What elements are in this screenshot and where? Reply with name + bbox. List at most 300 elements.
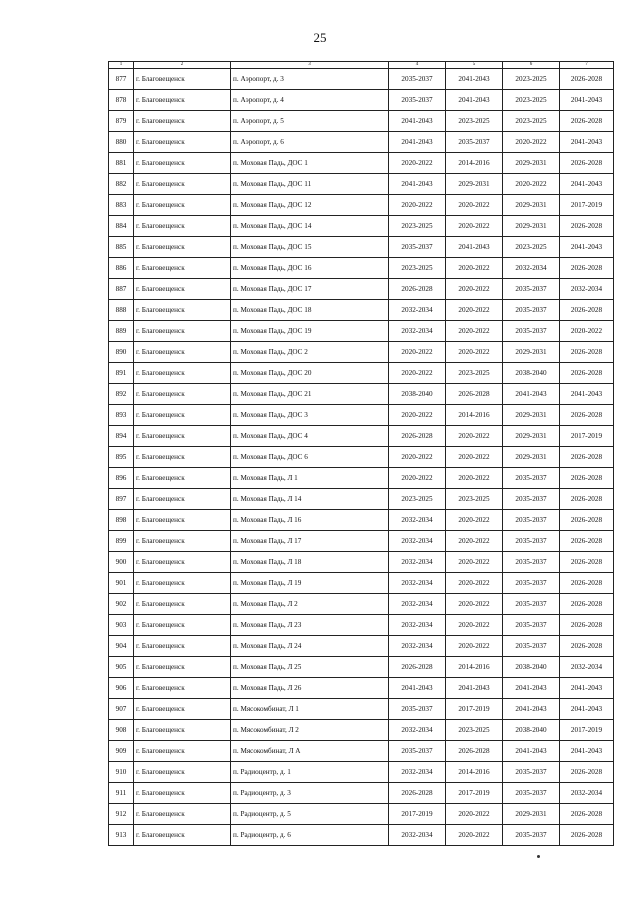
period-cell-6: 2035-2037: [503, 531, 560, 552]
period-cell-6: 2035-2037: [503, 825, 560, 846]
period-cell-6: 2035-2037: [503, 636, 560, 657]
period-cell-7: 2026-2028: [560, 69, 614, 90]
period-cell-5: 2014-2016: [446, 405, 503, 426]
table-row: [109, 615, 614, 636]
period-cell-4: 2026-2028: [389, 279, 446, 300]
period-cell-5: 2041-2043: [446, 90, 503, 111]
period-cell-6: 2035-2037: [503, 279, 560, 300]
city-cell: г. Благовещенск: [134, 258, 231, 279]
row-number-cell: 902: [109, 594, 134, 615]
period-cell-6: 2038-2040: [503, 363, 560, 384]
period-cell-7: 2026-2028: [560, 342, 614, 363]
period-cell-6: 2023-2025: [503, 90, 560, 111]
table-row: [109, 153, 614, 174]
city-cell: г. Благовещенск: [134, 762, 231, 783]
period-cell-4: 2032-2034: [389, 321, 446, 342]
period-cell-7: 2026-2028: [560, 111, 614, 132]
row-number-cell: 893: [109, 405, 134, 426]
period-cell-4: 2020-2022: [389, 153, 446, 174]
period-cell-6: 2035-2037: [503, 489, 560, 510]
address-cell: п. Моховая Падь, ДОС 4: [231, 426, 389, 447]
period-cell-4: 2026-2028: [389, 783, 446, 804]
period-cell-7: 2032-2034: [560, 657, 614, 678]
period-cell-7: 2026-2028: [560, 489, 614, 510]
table-row: [109, 216, 614, 237]
table-row: [109, 636, 614, 657]
address-cell: п. Моховая Падь, ДОС 3: [231, 405, 389, 426]
address-cell: п. Моховая Падь, Л 1: [231, 468, 389, 489]
city-cell: г. Благовещенск: [134, 489, 231, 510]
period-cell-7: 2020-2022: [560, 321, 614, 342]
period-cell-4: 2032-2034: [389, 762, 446, 783]
registry-table: [108, 61, 614, 846]
column-header-6: 6: [503, 62, 560, 69]
city-cell: г. Благовещенск: [134, 216, 231, 237]
period-cell-7: 2041-2043: [560, 132, 614, 153]
city-cell: г. Благовещенск: [134, 69, 231, 90]
period-cell-7: 2026-2028: [560, 804, 614, 825]
column-header-1: 1: [109, 62, 134, 69]
city-cell: г. Благовещенск: [134, 363, 231, 384]
period-cell-7: 2026-2028: [560, 573, 614, 594]
address-cell: п. Моховая Падь, Л 18: [231, 552, 389, 573]
period-cell-5: 2020-2022: [446, 321, 503, 342]
table-row: [109, 657, 614, 678]
period-cell-5: 2020-2022: [446, 573, 503, 594]
period-cell-4: 2026-2028: [389, 657, 446, 678]
address-cell: п. Моховая Падь, Л 16: [231, 510, 389, 531]
page-number: 25: [313, 30, 327, 45]
row-number-cell: 885: [109, 237, 134, 258]
address-cell: п. Моховая Падь, ДОС 14: [231, 216, 389, 237]
table-row: [109, 447, 614, 468]
row-number-cell: 905: [109, 657, 134, 678]
city-cell: г. Благовещенск: [134, 405, 231, 426]
row-number-cell: 897: [109, 489, 134, 510]
row-number-cell: 900: [109, 552, 134, 573]
period-cell-5: 2020-2022: [446, 594, 503, 615]
row-number-cell: 890: [109, 342, 134, 363]
period-cell-4: 2041-2043: [389, 678, 446, 699]
city-cell: г. Благовещенск: [134, 594, 231, 615]
period-cell-6: 2020-2022: [503, 174, 560, 195]
table-row: [109, 678, 614, 699]
city-cell: г. Благовещенск: [134, 741, 231, 762]
table-row: [109, 552, 614, 573]
period-cell-4: 2032-2034: [389, 720, 446, 741]
table-row: [109, 594, 614, 615]
period-cell-5: 2020-2022: [446, 804, 503, 825]
period-cell-6: 2029-2031: [503, 342, 560, 363]
column-header-4: 4: [389, 62, 446, 69]
period-cell-6: 2029-2031: [503, 153, 560, 174]
period-cell-5: 2017-2019: [446, 783, 503, 804]
city-cell: г. Благовещенск: [134, 552, 231, 573]
period-cell-4: 2032-2034: [389, 573, 446, 594]
city-cell: г. Благовещенск: [134, 804, 231, 825]
address-cell: п. Моховая Падь, ДОС 12: [231, 195, 389, 216]
row-number-cell: 891: [109, 363, 134, 384]
period-cell-7: 2026-2028: [560, 153, 614, 174]
row-number-cell: 878: [109, 90, 134, 111]
address-cell: п. Моховая Падь, ДОС 21: [231, 384, 389, 405]
period-cell-4: 2032-2034: [389, 300, 446, 321]
city-cell: г. Благовещенск: [134, 342, 231, 363]
address-cell: п. Радиоцентр, д. 1: [231, 762, 389, 783]
city-cell: г. Благовещенск: [134, 237, 231, 258]
period-cell-5: 2020-2022: [446, 531, 503, 552]
period-cell-6: 2029-2031: [503, 447, 560, 468]
period-cell-7: 2026-2028: [560, 510, 614, 531]
period-cell-7: 2026-2028: [560, 615, 614, 636]
row-number-cell: 880: [109, 132, 134, 153]
period-cell-6: 2038-2040: [503, 720, 560, 741]
city-cell: г. Благовещенск: [134, 573, 231, 594]
city-cell: г. Благовещенск: [134, 153, 231, 174]
period-cell-6: 2035-2037: [503, 762, 560, 783]
period-cell-5: 2029-2031: [446, 174, 503, 195]
address-cell: п. Моховая Падь, Л 17: [231, 531, 389, 552]
table-row: [109, 90, 614, 111]
table-row: [109, 510, 614, 531]
period-cell-6: 2032-2034: [503, 258, 560, 279]
address-cell: п. Моховая Падь, Л 24: [231, 636, 389, 657]
period-cell-6: 2035-2037: [503, 300, 560, 321]
address-cell: п. Моховая Падь, Л 25: [231, 657, 389, 678]
period-cell-6: 2029-2031: [503, 195, 560, 216]
period-cell-7: 2026-2028: [560, 258, 614, 279]
city-cell: г. Благовещенск: [134, 510, 231, 531]
address-cell: п. Радиоцентр, д. 3: [231, 783, 389, 804]
period-cell-4: 2020-2022: [389, 342, 446, 363]
city-cell: г. Благовещенск: [134, 300, 231, 321]
row-number-cell: 882: [109, 174, 134, 195]
row-number-cell: 899: [109, 531, 134, 552]
period-cell-4: 2026-2028: [389, 426, 446, 447]
period-cell-4: 2020-2022: [389, 195, 446, 216]
period-cell-7: 2041-2043: [560, 174, 614, 195]
table-header: [109, 62, 614, 69]
city-cell: г. Благовещенск: [134, 531, 231, 552]
header-row: [109, 62, 614, 69]
address-cell: п. Моховая Падь, ДОС 15: [231, 237, 389, 258]
table-row: [109, 825, 614, 846]
row-number-cell: 892: [109, 384, 134, 405]
period-cell-6: 2035-2037: [503, 552, 560, 573]
period-cell-6: 2035-2037: [503, 783, 560, 804]
row-number-cell: 910: [109, 762, 134, 783]
row-number-cell: 896: [109, 468, 134, 489]
row-number-cell: 909: [109, 741, 134, 762]
period-cell-7: 2026-2028: [560, 363, 614, 384]
address-cell: п. Аэропорт, д. 5: [231, 111, 389, 132]
table-row: [109, 489, 614, 510]
period-cell-5: 2041-2043: [446, 237, 503, 258]
city-cell: г. Благовещенск: [134, 615, 231, 636]
period-cell-6: 2029-2031: [503, 216, 560, 237]
period-cell-7: 2041-2043: [560, 741, 614, 762]
period-cell-7: 2041-2043: [560, 237, 614, 258]
period-cell-4: 2035-2037: [389, 741, 446, 762]
period-cell-7: 2026-2028: [560, 531, 614, 552]
city-cell: г. Благовещенск: [134, 657, 231, 678]
period-cell-5: 2041-2043: [446, 69, 503, 90]
period-cell-7: 2026-2028: [560, 447, 614, 468]
table-row: [109, 468, 614, 489]
period-cell-5: 2020-2022: [446, 342, 503, 363]
address-cell: п. Моховая Падь, ДОС 17: [231, 279, 389, 300]
address-cell: п. Моховая Падь, ДОС 11: [231, 174, 389, 195]
table-row: [109, 384, 614, 405]
table-row: [109, 363, 614, 384]
period-cell-4: 2020-2022: [389, 447, 446, 468]
period-cell-7: 2041-2043: [560, 384, 614, 405]
period-cell-4: 2032-2034: [389, 552, 446, 573]
period-cell-7: 2017-2019: [560, 426, 614, 447]
city-cell: г. Благовещенск: [134, 174, 231, 195]
table-row: [109, 174, 614, 195]
address-cell: п. Моховая Падь, Л 23: [231, 615, 389, 636]
period-cell-6: 2041-2043: [503, 741, 560, 762]
address-cell: п. Моховая Падь, ДОС 20: [231, 363, 389, 384]
table-row: [109, 531, 614, 552]
city-cell: г. Благовещенск: [134, 678, 231, 699]
period-cell-6: 2023-2025: [503, 69, 560, 90]
period-cell-4: 2020-2022: [389, 468, 446, 489]
period-cell-4: 2032-2034: [389, 615, 446, 636]
table-row: [109, 111, 614, 132]
period-cell-4: 2041-2043: [389, 111, 446, 132]
address-cell: п. Аэропорт, д. 6: [231, 132, 389, 153]
table-row: [109, 321, 614, 342]
period-cell-5: 2020-2022: [446, 426, 503, 447]
period-cell-6: 2041-2043: [503, 699, 560, 720]
table-row: [109, 300, 614, 321]
period-cell-4: 2020-2022: [389, 405, 446, 426]
period-cell-6: 2041-2043: [503, 384, 560, 405]
period-cell-5: 2020-2022: [446, 279, 503, 300]
city-cell: г. Благовещенск: [134, 447, 231, 468]
address-cell: п. Моховая Падь, ДОС 18: [231, 300, 389, 321]
period-cell-4: 2020-2022: [389, 363, 446, 384]
period-cell-5: 2023-2025: [446, 489, 503, 510]
period-cell-7: 2026-2028: [560, 762, 614, 783]
city-cell: г. Благовещенск: [134, 195, 231, 216]
period-cell-5: 2041-2043: [446, 678, 503, 699]
table-row: [109, 720, 614, 741]
period-cell-4: 2041-2043: [389, 132, 446, 153]
period-cell-6: 2035-2037: [503, 573, 560, 594]
row-number-cell: 895: [109, 447, 134, 468]
period-cell-4: 2035-2037: [389, 237, 446, 258]
period-cell-5: 2020-2022: [446, 468, 503, 489]
row-number-cell: 913: [109, 825, 134, 846]
period-cell-4: 2017-2019: [389, 804, 446, 825]
row-number-cell: 884: [109, 216, 134, 237]
city-cell: г. Благовещенск: [134, 321, 231, 342]
city-cell: г. Благовещенск: [134, 783, 231, 804]
city-cell: г. Благовещенск: [134, 636, 231, 657]
table-row: [109, 342, 614, 363]
period-cell-5: 2023-2025: [446, 111, 503, 132]
period-cell-6: 2035-2037: [503, 321, 560, 342]
column-header-2: 2: [134, 62, 231, 69]
table-row: [109, 279, 614, 300]
period-cell-5: 2020-2022: [446, 636, 503, 657]
row-number-cell: 904: [109, 636, 134, 657]
row-number-cell: 907: [109, 699, 134, 720]
period-cell-7: 2026-2028: [560, 405, 614, 426]
period-cell-4: 2032-2034: [389, 825, 446, 846]
address-cell: п. Аэропорт, д. 4: [231, 90, 389, 111]
period-cell-6: 2035-2037: [503, 615, 560, 636]
period-cell-5: 2020-2022: [446, 300, 503, 321]
address-cell: п. Моховая Падь, ДОС 6: [231, 447, 389, 468]
address-cell: п. Радиоцентр, д. 5: [231, 804, 389, 825]
table-row: [109, 405, 614, 426]
period-cell-4: 2032-2034: [389, 636, 446, 657]
period-cell-6: 2029-2031: [503, 426, 560, 447]
period-cell-4: 2023-2025: [389, 216, 446, 237]
row-number-cell: 912: [109, 804, 134, 825]
period-cell-5: 2020-2022: [446, 510, 503, 531]
period-cell-5: 2020-2022: [446, 615, 503, 636]
period-cell-5: 2023-2025: [446, 363, 503, 384]
period-cell-7: 2026-2028: [560, 594, 614, 615]
row-number-cell: 906: [109, 678, 134, 699]
period-cell-7: 2026-2028: [560, 300, 614, 321]
period-cell-5: 2026-2028: [446, 741, 503, 762]
address-cell: п. Радиоцентр, д. 6: [231, 825, 389, 846]
row-number-cell: 879: [109, 111, 134, 132]
period-cell-5: 2020-2022: [446, 258, 503, 279]
row-number-cell: 894: [109, 426, 134, 447]
row-number-cell: 886: [109, 258, 134, 279]
period-cell-5: 2020-2022: [446, 195, 503, 216]
table-row: [109, 573, 614, 594]
period-cell-4: 2038-2040: [389, 384, 446, 405]
address-cell: п. Моховая Падь, Л 19: [231, 573, 389, 594]
period-cell-6: 2023-2025: [503, 111, 560, 132]
period-cell-7: 2041-2043: [560, 90, 614, 111]
period-cell-4: 2023-2025: [389, 489, 446, 510]
city-cell: г. Благовещенск: [134, 132, 231, 153]
period-cell-6: 2029-2031: [503, 405, 560, 426]
table-row: [109, 132, 614, 153]
period-cell-6: 2038-2040: [503, 657, 560, 678]
period-cell-5: 2026-2028: [446, 384, 503, 405]
table-row: [109, 804, 614, 825]
table-row: [109, 195, 614, 216]
period-cell-4: 2035-2037: [389, 69, 446, 90]
column-header-5: 5: [446, 62, 503, 69]
address-cell: п. Моховая Падь, ДОС 16: [231, 258, 389, 279]
address-cell: п. Мясокомбинат, Л А: [231, 741, 389, 762]
period-cell-6: 2020-2022: [503, 132, 560, 153]
period-cell-5: 2017-2019: [446, 699, 503, 720]
table-row: [109, 69, 614, 90]
period-cell-5: 2023-2025: [446, 720, 503, 741]
period-cell-7: 2026-2028: [560, 468, 614, 489]
city-cell: г. Благовещенск: [134, 279, 231, 300]
row-number-cell: 888: [109, 300, 134, 321]
period-cell-4: 2035-2037: [389, 699, 446, 720]
table-row: [109, 762, 614, 783]
table-row: [109, 783, 614, 804]
address-cell: п. Моховая Падь, ДОС 1: [231, 153, 389, 174]
city-cell: г. Благовещенск: [134, 384, 231, 405]
row-number-cell: 887: [109, 279, 134, 300]
period-cell-5: 2020-2022: [446, 447, 503, 468]
period-cell-7: 2017-2019: [560, 720, 614, 741]
period-cell-7: 2026-2028: [560, 216, 614, 237]
table-row: [109, 237, 614, 258]
period-cell-7: 2032-2034: [560, 279, 614, 300]
address-cell: п. Моховая Падь, Л 26: [231, 678, 389, 699]
address-cell: п. Моховая Падь, ДОС 19: [231, 321, 389, 342]
stray-mark: [537, 855, 540, 858]
period-cell-4: 2032-2034: [389, 510, 446, 531]
address-cell: п. Мясокомбинат, Л 2: [231, 720, 389, 741]
period-cell-4: 2035-2037: [389, 90, 446, 111]
table-body: [109, 69, 614, 846]
row-number-cell: 898: [109, 510, 134, 531]
period-cell-6: 2023-2025: [503, 237, 560, 258]
city-cell: г. Благовещенск: [134, 825, 231, 846]
row-number-cell: 883: [109, 195, 134, 216]
address-cell: п. Мясокомбинат, Л 1: [231, 699, 389, 720]
period-cell-4: 2023-2025: [389, 258, 446, 279]
column-header-3: 3: [231, 62, 389, 69]
period-cell-7: 2041-2043: [560, 678, 614, 699]
period-cell-6: 2035-2037: [503, 510, 560, 531]
row-number-cell: 881: [109, 153, 134, 174]
period-cell-7: 2041-2043: [560, 699, 614, 720]
city-cell: г. Благовещенск: [134, 426, 231, 447]
row-number-cell: 908: [109, 720, 134, 741]
period-cell-5: 2020-2022: [446, 216, 503, 237]
table-row: [109, 426, 614, 447]
period-cell-6: 2035-2037: [503, 468, 560, 489]
address-cell: п. Моховая Падь, ДОС 2: [231, 342, 389, 363]
city-cell: г. Благовещенск: [134, 111, 231, 132]
period-cell-5: 2020-2022: [446, 552, 503, 573]
period-cell-4: 2041-2043: [389, 174, 446, 195]
period-cell-5: 2035-2037: [446, 132, 503, 153]
city-cell: г. Благовещенск: [134, 720, 231, 741]
period-cell-7: 2026-2028: [560, 636, 614, 657]
row-number-cell: 901: [109, 573, 134, 594]
period-cell-5: 2014-2016: [446, 762, 503, 783]
row-number-cell: 889: [109, 321, 134, 342]
row-number-cell: 877: [109, 69, 134, 90]
city-cell: г. Благовещенск: [134, 699, 231, 720]
city-cell: г. Благовещенск: [134, 468, 231, 489]
row-number-cell: 903: [109, 615, 134, 636]
period-cell-7: 2017-2019: [560, 195, 614, 216]
period-cell-4: 2032-2034: [389, 531, 446, 552]
table-row: [109, 741, 614, 762]
row-number-cell: 911: [109, 783, 134, 804]
period-cell-5: 2014-2016: [446, 153, 503, 174]
period-cell-7: 2032-2034: [560, 783, 614, 804]
period-cell-6: 2029-2031: [503, 804, 560, 825]
period-cell-6: 2035-2037: [503, 594, 560, 615]
period-cell-6: 2041-2043: [503, 678, 560, 699]
address-cell: п. Моховая Падь, Л 14: [231, 489, 389, 510]
period-cell-4: 2032-2034: [389, 594, 446, 615]
table-row: [109, 699, 614, 720]
